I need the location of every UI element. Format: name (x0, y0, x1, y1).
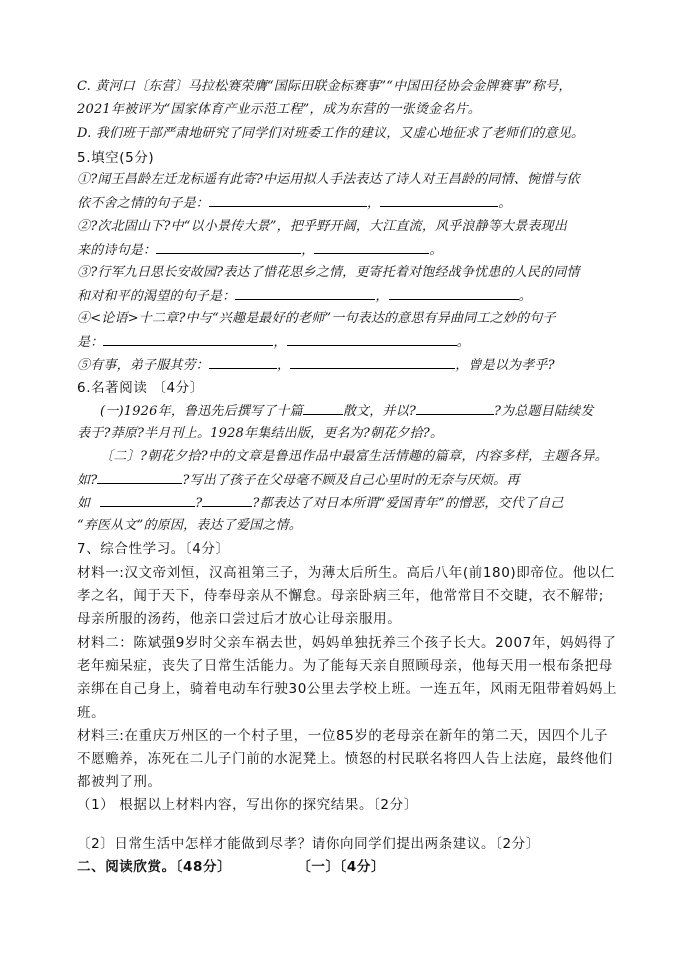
material2-line4: 班。 (77, 705, 106, 721)
q5-item1-prompt: 依不舍之情的句子是： (77, 196, 210, 211)
q6-title: 6.名著阅读 〔4分〕 (77, 380, 204, 396)
q6-part1-line1 (100, 401, 608, 422)
fill-blank[interactable] (209, 193, 367, 207)
period: 。 (456, 335, 470, 350)
q5-item5-prompt: ⑤有事，弟子服其劳： (77, 358, 210, 373)
section2-subheading: 〔一〕〔4分〕 (297, 859, 386, 875)
fill-blank[interactable] (202, 493, 252, 507)
q5-item3-line2 (77, 286, 608, 307)
q5-title: 5.填空(5分) (77, 150, 155, 166)
q6-text: ?都表达了对日本所谓“爱国青年”的憎恶，交代了自己 (252, 496, 564, 511)
q6-part2-line3 (77, 493, 608, 514)
material1-line3: 母亲所服的汤药，他亲口尝过后才放心让母亲服用。 (77, 611, 402, 627)
q5-item5-tail: ，曾是以为孝乎? (455, 358, 555, 373)
q6-text: (一)1926年，鲁迅先后撰写了十篇 (100, 404, 303, 419)
period: 。 (518, 289, 532, 304)
period: 。 (498, 196, 512, 211)
fill-blank[interactable] (314, 240, 429, 254)
q6-part1-line2: 表于?莽原?半月刊上。1928年集结出版，更名为?朝花夕拾?。 (77, 426, 444, 441)
q6-part2-line1: 〔二〕?朝花夕拾?中的文章是鲁迅作品中最富生活情趣的篇章，内容多样，主题各异。 (100, 449, 608, 464)
option-c-line1: C. 黄河口〔东营〕马拉松赛荣膺“国际田联金标赛事”“中国田径协会金牌赛事”称号， (77, 79, 572, 94)
q5-item2-line2 (77, 240, 608, 261)
q5-item3-line1: ③?行军九日思长安故园?表达了惜花思乡之情，更寄托着对饱经战争忧患的人民的同情 (77, 265, 580, 280)
fill-blank[interactable] (97, 470, 182, 484)
fill-blank[interactable] (100, 493, 195, 507)
material1-line1: 材料一:汉文帝刘恒，汉高祖第三子，为薄太后所生。高后八年(前180)即帝位。他以仁 (77, 565, 615, 581)
section2-title (77, 857, 608, 877)
q6-part2-line4: “弃医从文”的原因，表达了爱国之情。 (77, 518, 302, 533)
q6-text: ? (195, 496, 203, 511)
fill-blank[interactable] (156, 240, 301, 254)
section2-heading: 二、阅读欣赏。〔48分〕 (77, 859, 232, 875)
q7-subquestion-1: （1） 根据以上材料内容，写出你的探究结果。〔2分〕 (77, 797, 418, 813)
fill-blank[interactable] (235, 286, 375, 300)
comma: ， (367, 196, 381, 211)
fill-blank[interactable] (103, 332, 273, 346)
q5-item4-prompt: 是： (77, 335, 104, 350)
material3-line2: 不愿赡养，冻死在二儿子门前的水泥凳上。愤怒的村民联名将四人告上法庭，最终他们 (77, 751, 613, 767)
q5-item1-line1: ①?闻王昌龄左迁龙标遥有此寄?中运用拟人手法表达了诗人对王昌龄的同情、惋惜与依 (77, 172, 580, 187)
material2-line1: 材料二：陈斌强9岁时父亲车祸去世，妈妈单独抚养三个孩子长大。2007年，妈妈得了 (77, 635, 617, 651)
q6-text: 散文，并以? (342, 404, 416, 419)
q5-item5 (77, 355, 608, 376)
q5-item1-line2 (77, 193, 608, 214)
fill-blank[interactable] (290, 355, 455, 369)
q7-title: 7、综合性学习。〔4分〕 (77, 541, 230, 557)
option-c-line2: 2021年被评为“国家体育产业示范工程”，成为东营的一张烫金名片。 (77, 102, 481, 117)
material3-line3: 都被判了刑。 (77, 774, 162, 790)
fill-blank[interactable] (380, 193, 498, 207)
q6-text: 如 (77, 496, 91, 511)
fill-blank[interactable] (287, 332, 457, 346)
q7-subquestion-2: 〔2〕日常生活中怎样才能做到尽孝？请你向同学们提出两条建议。〔2分〕 (77, 836, 540, 852)
q5-item2-line1: ②?次北固山下?中“以小景传大景”，把乎野开阔，大江直流，风乎浪静等大景表现出 (77, 219, 568, 234)
q6-part2-line2 (77, 470, 608, 491)
fill-blank[interactable] (209, 355, 277, 369)
q5-item3-prompt: 和对和平的渴望的句子是： (77, 289, 236, 304)
fill-blank[interactable] (389, 286, 519, 300)
comma: ， (277, 358, 291, 373)
option-d: D. 我们班干部严肃地研究了同学们对班委工作的建议，又虚心地征求了老师们的意见。 (77, 126, 585, 141)
fill-blank[interactable] (416, 401, 494, 415)
comma: ， (375, 289, 389, 304)
material2-line2: 老年痴呆症，丧失了日常生活能力。为了能每天亲自照顾母亲，他每天用一根布条把母 (77, 658, 613, 674)
q6-text: ?写出了孩子在父母毫不顾及自己心里时的无奈与厌烦。再 (182, 473, 520, 488)
q6-text: ?为总题目陆续发 (494, 404, 594, 419)
material1-line2: 孝之名，闻于天下，侍奉母亲从不懈怠。母亲卧病三年，他常常目不交睫，衣不解带; (77, 588, 604, 604)
q6-text: 如? (77, 473, 98, 488)
period: 。 (429, 243, 443, 258)
fill-blank[interactable] (303, 401, 343, 415)
comma: ， (273, 335, 287, 350)
q5-item2-prompt: 来的诗句是： (77, 243, 157, 258)
q5-item4-line1: ④<论语>十二章?中与“兴趣是最好的老师”一句表达的意思有异曲同工之妙的句子 (77, 311, 556, 326)
q5-item4-line2 (77, 332, 608, 353)
comma: ， (301, 243, 315, 258)
material2-line3: 亲绑在自己身上，骑着电动车行驶30公里去学校上班。一连五年，风雨无阻带着妈妈上 (77, 681, 618, 697)
material3-line1: 材料三:在重庆万州区的一个村子里，一位85岁的老母亲在新年的第二天，因四个儿子 (77, 728, 609, 744)
